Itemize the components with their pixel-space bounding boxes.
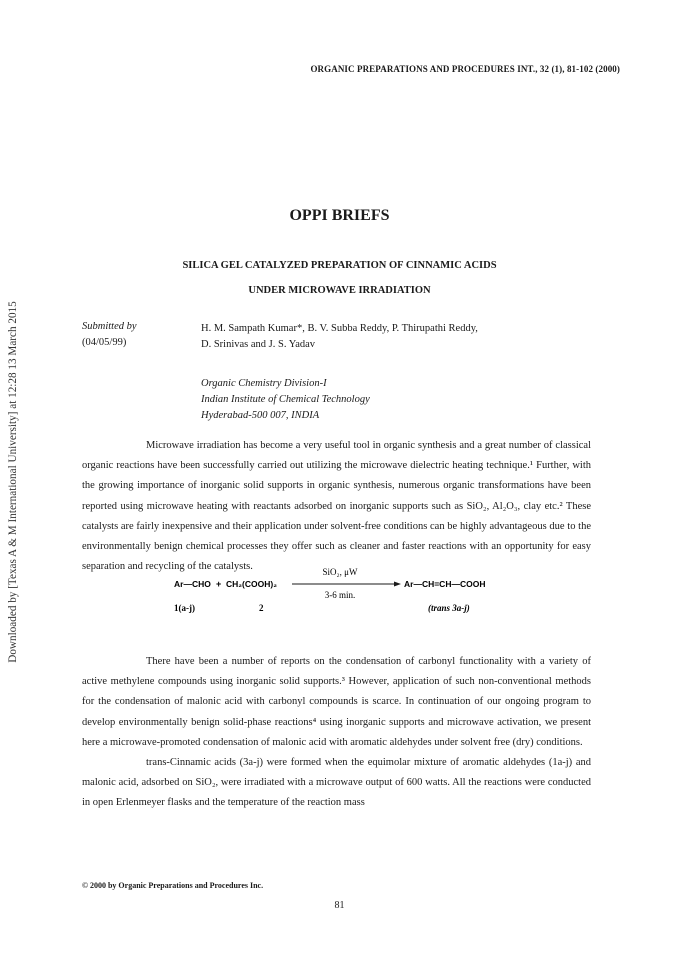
body-paragraphs [82, 652, 591, 814]
label-aldehydes: 1(a-j) [174, 603, 195, 613]
section-heading: OPPI BRIEFS [289, 207, 390, 224]
condition-catalyst: SiO₂, μW [322, 567, 358, 577]
article-title-line-1: SILICA GEL CATALYZED PREPARATION OF CINNAMIC ACIDS [182, 260, 497, 271]
condition-time: 3-6 min. [324, 590, 356, 600]
reactant-aldehyde: Ar—CHO [174, 579, 211, 589]
reaction-scheme [0, 566, 679, 626]
page-number: 81 [334, 900, 345, 911]
authors-line-1: H. M. Sampath Kumar*, B. V. Subba Reddy, P. Thirupathi Reddy, [201, 323, 478, 334]
submitted-date: (04/05/99) [82, 337, 127, 348]
reaction-arrow-head [394, 582, 401, 587]
affiliation-line-2: Indian Institute of Chemical Technology [201, 394, 370, 405]
journal-header: ORGANIC PREPARATIONS AND PROCEDURES INT., 32 (1), 81-102 (2000) [310, 64, 620, 74]
copyright-notice: © 2000 by Organic Preparations and Procedures Inc. [82, 881, 264, 890]
author-list [201, 321, 478, 353]
download-watermark [0, 0, 26, 964]
plus-sign: + [216, 579, 222, 589]
download-watermark-text: Downloaded by [Texas A & M International University] at 12:28 13 March 2015 [7, 301, 19, 663]
authors-line-2: D. Srinivas and J. S. Yadav [201, 339, 316, 350]
affiliation-line-1: Organic Chemistry Division-I [201, 378, 327, 389]
paragraph-2: There have been a number of reports on the condensation of carbonyl functionality with a variety of active methylene compounds using inorganic solid supports.³ However, application of such non-conventional methods for the condensation of malonic acid with carbonyl compounds is scarce. In continuation of our ongoing program to develop environmentally benign solid-phase reactions⁴ using inorganic supports and microwave activation, we present here a microwave-promoted condensation of malonic acid with aromatic aldehydes under solvent free (dry) conditions. [82, 656, 591, 748]
paragraph-1: Microwave irradiation has become a very useful tool in organic synthesis and a great number of classical organic reactions have been successfully carried out utilizing the microwave dielectric heating technique.¹ Further, with the growing importance of inorganic solid supports in organic synthesis, numerous organic transformations have been reported using microwave heating with reactants adsorbed on inorganic supports such as SiO₂, Al₂O₃, clay etc.² These catalysts are fairly inexpensive and their application under solvent-free conditions can be highly advantageous due to the environmentally benign chemical processes they offer such as cleaner and faster reactions with an opportunity for easy separation and recycling of the catalysts. [82, 440, 591, 573]
affiliation [201, 376, 370, 424]
label-malonic-acid: 2 [259, 603, 264, 613]
label-product: (trans 3a-j) [428, 603, 470, 613]
paragraph-3: trans-Cinnamic acids (3a-j) were formed when the equimolar mixture of aromatic aldehydes (1a-j) and malonic acid, adsorbed on SiO₂, were irradiated with a microwave output of 600 watts. All the reactions were conducted in open Erlenmeyer flasks and the temperature of the reaction mass [82, 757, 591, 809]
affiliation-line-3: Hyderabad-500 007, INDIA [201, 410, 320, 421]
product-cinnamic-acid: Ar—CH=CH—COOH [404, 579, 486, 589]
reactant-malonic-acid: CH₂(COOH)₂ [226, 579, 277, 589]
intro-paragraph [82, 436, 591, 577]
article-title-line-2: UNDER MICROWAVE IRRADIATION [248, 285, 431, 296]
submitted-label: Submitted by [82, 321, 137, 332]
